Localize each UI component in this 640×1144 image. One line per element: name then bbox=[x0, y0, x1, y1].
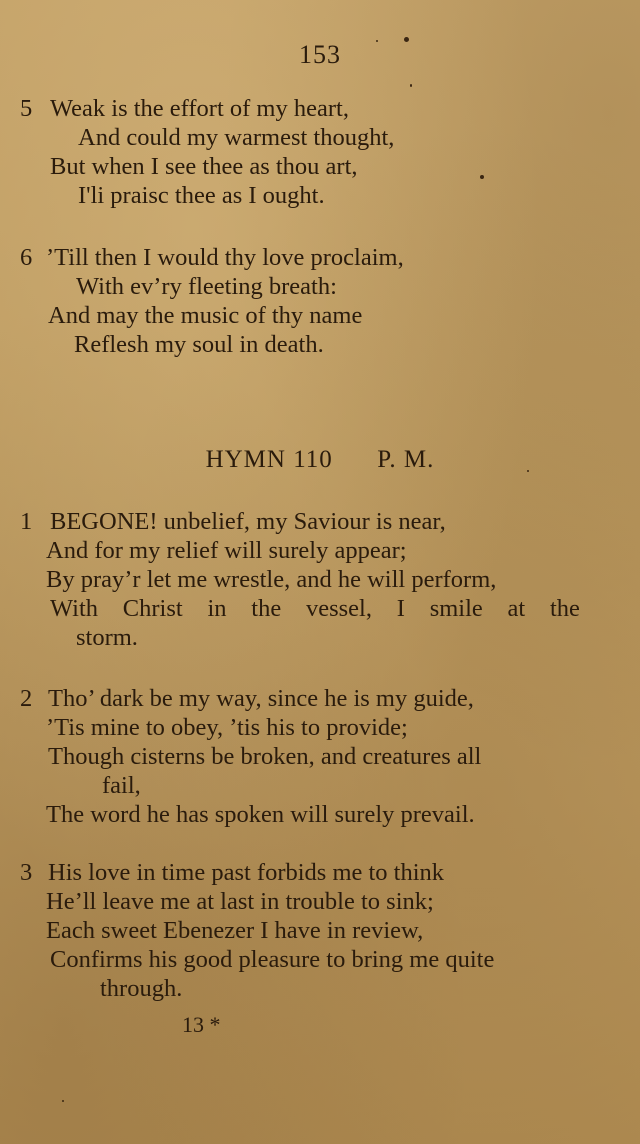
verse-text: Weak is the effort of my heart, bbox=[50, 95, 349, 122]
verse-line bbox=[20, 945, 620, 974]
verse-line bbox=[20, 594, 620, 623]
verse-word: the bbox=[251, 595, 282, 622]
verse-text: fail, bbox=[102, 772, 141, 799]
verse-line bbox=[20, 742, 620, 771]
verse-line bbox=[20, 301, 620, 330]
stanza-3 bbox=[20, 858, 620, 1003]
stanza-1 bbox=[20, 507, 620, 652]
verse-word: vessel, bbox=[305, 595, 372, 622]
ink-speck bbox=[62, 1100, 64, 1102]
verse-text: through. bbox=[100, 975, 183, 1002]
hymn-heading bbox=[0, 446, 640, 474]
signature-mark: 13 * bbox=[182, 1012, 221, 1037]
verse-line bbox=[20, 713, 620, 742]
verse-line bbox=[20, 330, 620, 359]
hymn-meter: P. M. bbox=[377, 446, 435, 473]
stanza-number: 3 bbox=[20, 859, 33, 886]
verse-text: BEGONE! unbelief, my Saviour is near, bbox=[50, 508, 446, 535]
verse-line bbox=[20, 507, 620, 536]
verse-text: The word he has spoken will surely prevail. bbox=[46, 801, 475, 828]
verse-line bbox=[20, 123, 620, 152]
verse-text: By pray’r let me wrestle, and he will perform, bbox=[46, 566, 497, 593]
verse-text: And for my relief will surely appear; bbox=[46, 537, 407, 564]
verse-line bbox=[20, 858, 620, 887]
verse-line bbox=[20, 916, 620, 945]
verse-word: smile bbox=[429, 595, 483, 622]
verse-line bbox=[20, 94, 620, 123]
verse-word: With bbox=[50, 595, 99, 622]
stanza-6 bbox=[20, 243, 620, 359]
stanza-number: 2 bbox=[20, 685, 33, 712]
verse-line bbox=[20, 565, 620, 594]
verse-text: storm. bbox=[76, 624, 138, 651]
verse-line bbox=[20, 974, 620, 1003]
page-number: 153 bbox=[299, 40, 341, 69]
verse-line bbox=[20, 887, 620, 916]
verse-line bbox=[20, 152, 620, 181]
verse-text bbox=[50, 594, 580, 623]
verse-text: ’Till then I would thy love proclaim, bbox=[46, 244, 404, 271]
verse-text: He’ll leave me at last in trouble to sink; bbox=[46, 888, 434, 915]
stanza-5 bbox=[20, 94, 620, 210]
stanza-number: 1 bbox=[20, 508, 33, 535]
stanza-number: 6 bbox=[20, 244, 33, 271]
verse-line bbox=[20, 771, 620, 800]
verse-text: And may the music of thy name bbox=[48, 302, 363, 329]
stanza-2 bbox=[20, 684, 620, 829]
verse-text: Reflesh my soul in death. bbox=[74, 331, 324, 358]
verse-line bbox=[20, 684, 620, 713]
hymn-title: HYMN 110 bbox=[205, 446, 333, 473]
verse-word: in bbox=[207, 595, 227, 622]
verse-text: With ev’ry fleeting breath: bbox=[76, 273, 337, 300]
verse-text: Tho’ dark be my way, since he is my guide, bbox=[48, 685, 474, 712]
verse-text: I'li praisc thee as I ought. bbox=[78, 182, 325, 209]
verse-text: And could my warmest thought, bbox=[78, 124, 395, 151]
verse-word: Christ bbox=[122, 595, 183, 622]
verse-text: His love in time past forbids me to think bbox=[48, 859, 445, 886]
verse-line bbox=[20, 272, 620, 301]
verse-line bbox=[20, 800, 620, 829]
verse-line bbox=[20, 536, 620, 565]
verse-line bbox=[20, 623, 620, 652]
verse-word: I bbox=[396, 595, 405, 622]
verse-text: But when I see thee as thou art, bbox=[50, 153, 358, 180]
verse-word: the bbox=[550, 595, 580, 622]
verse-word: at bbox=[507, 595, 526, 622]
verse-line bbox=[20, 181, 620, 210]
verse-text: Each sweet Ebenezer I have in review, bbox=[46, 917, 424, 944]
verse-line bbox=[20, 243, 620, 272]
stanza-number: 5 bbox=[20, 95, 33, 122]
verse-text: Confirms his good pleasure to bring me quite bbox=[50, 946, 495, 973]
verse-text: Though cisterns be broken, and creatures all bbox=[48, 743, 482, 770]
ink-speck bbox=[410, 84, 412, 87]
verse-text: ’Tis mine to obey, ’tis his to provide; bbox=[46, 714, 408, 741]
